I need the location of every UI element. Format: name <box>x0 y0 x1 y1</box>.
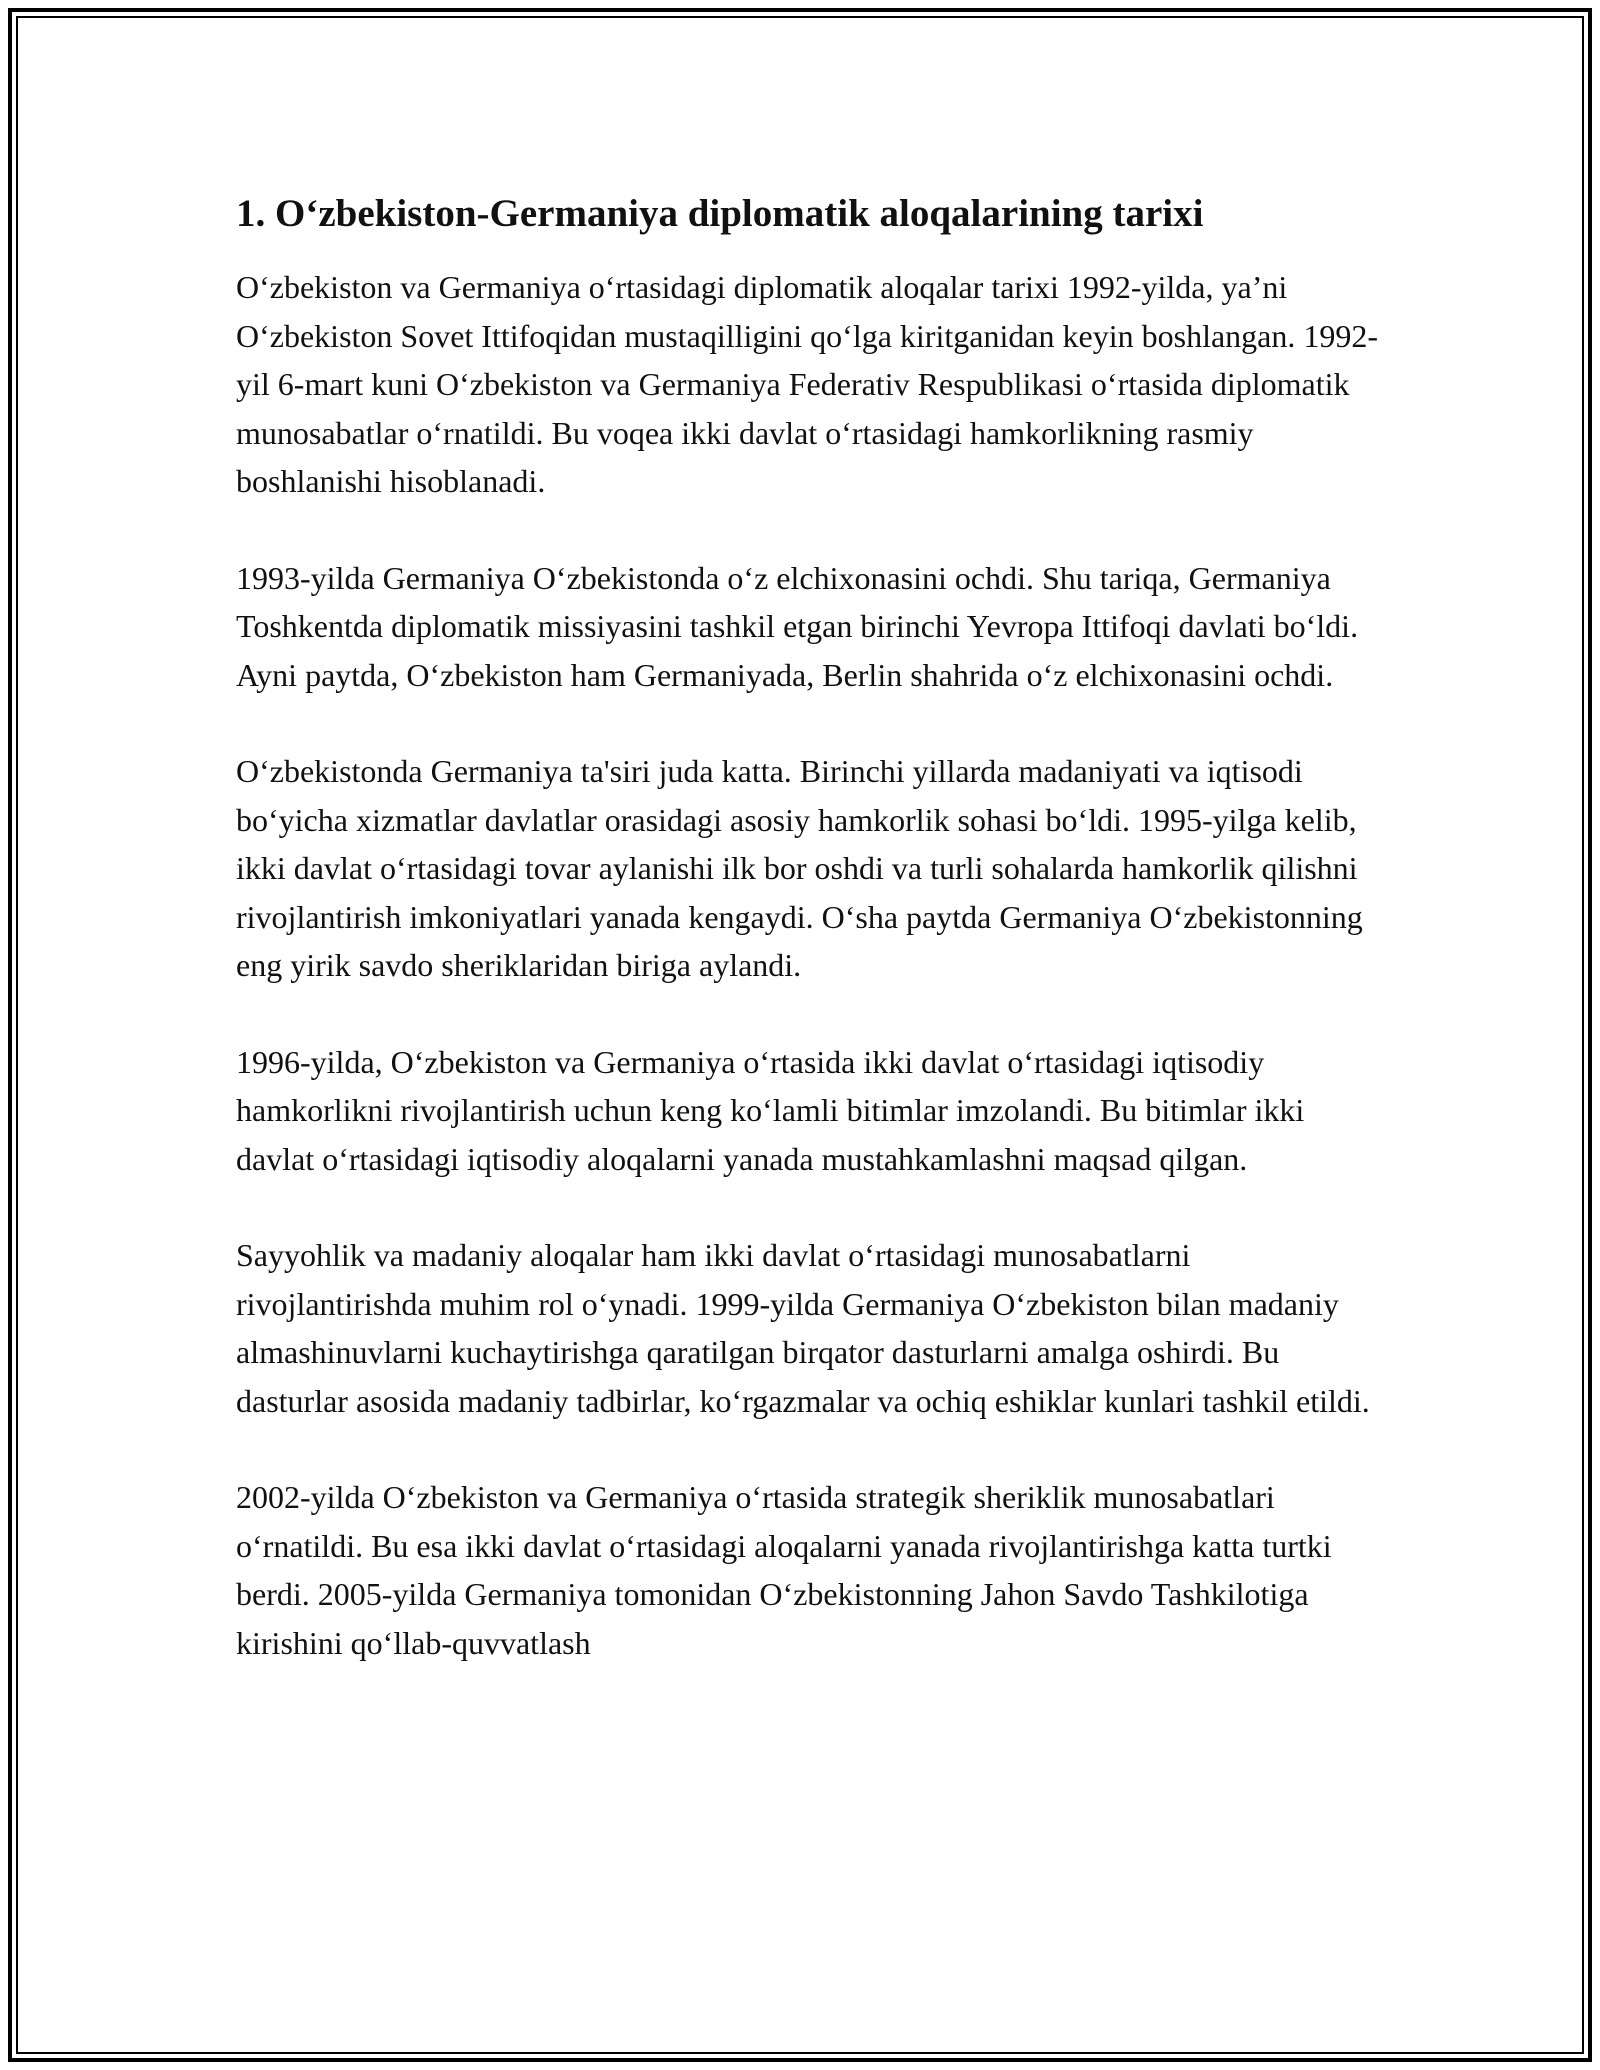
document-body <box>236 183 1386 1667</box>
paragraph-5: Sayyohlik va madaniy aloqalar ham ikki davlat o‘rtasidagi munosabatlarni rivojlantirishda muhim rol o‘ynadi. 1999-yilda Germaniya O‘zbekiston bilan madaniy almashinuvlarni kuchaytirishga qaratilgan birqator dasturlarni amalga oshirdi. Bu dasturlar asosida madaniy tadbirlar, ko‘rgazmalar va ochiq eshiklar kunlari tashkil etildi. <box>236 1237 1370 1419</box>
paragraph-6: 2002-yilda O‘zbekiston va Germaniya o‘rtasida strategik sheriklik munosabatlari o‘rnatildi. Bu esa ikki davlat o‘rtasidagi aloqalarni yanada rivojlantirishga katta turtki berdi. 2005-yilda Germaniya tomonidan O‘zbekistonning Jahon Savdo Tashkilotiga kirishini qo‘llab-quvvatlash <box>236 1479 1332 1661</box>
paragraph-4: 1996-yilda, O‘zbekiston va Germaniya o‘rtasida ikki davlat o‘rtasidagi iqtisodiy hamkorlikni rivojlantirish uchun keng ko‘lamli bitimlar imzolandi. Bu bitimlar ikki davlat o‘rtasidagi iqtisodiy aloqalarni yanada mustahkamlashni maqsad qilgan. <box>236 1043 1305 1177</box>
section-heading: 1. O‘zbekiston-Germaniya diplomatik aloqalarining tarixi <box>236 192 1204 235</box>
paragraph-2: 1993-yilda Germaniya O‘zbekistonda o‘z elchixonasini ochdi. Shu tariqa, Germaniya Toshkentda diplomatik missiyasini tashkil etgan birinchi Yevropa Ittifoqi davlati bo‘ldi. Ayni paytda, O‘zbekiston ham Germaniyada, Berlin shahrida o‘z elchixonasini ochdi. <box>236 559 1359 693</box>
paragraph-3: O‘zbekistonda Germaniya ta'siri juda katta. Birinchi yillarda madaniyati va iqtisodi bo‘yicha xizmatlar davlatlar orasidagi asosiy hamkorlik sohasi bo‘ldi. 1995-yilga kelib, ikki davlat o‘rtasidagi tovar aylanishi ilk bor oshdi va turli sohalarda hamkorlik qilishni rivojlantirish imkoniyatlari yanada kengaydi. O‘sha paytda Germaniya O‘zbekistonning eng yirik savdo sheriklaridan biriga aylandi. <box>236 753 1363 983</box>
paragraph-1: O‘zbekiston va Germaniya o‘rtasidagi diplomatik aloqalar tarixi 1992-yilda, ya’ni O‘zbekiston Sovet Ittifoqidan mustaqilligini qo‘lga kiritganidan keyin boshlangan. 1992-yil 6-mart kuni O‘zbekiston va Germaniya Federativ Respublikasi o‘rtasida diplomatik munosabatlar o‘rnatildi. Bu voqea ikki davlat o‘rtasidagi hamkorlikning rasmiy boshlanishi hisoblanadi. <box>236 269 1379 499</box>
